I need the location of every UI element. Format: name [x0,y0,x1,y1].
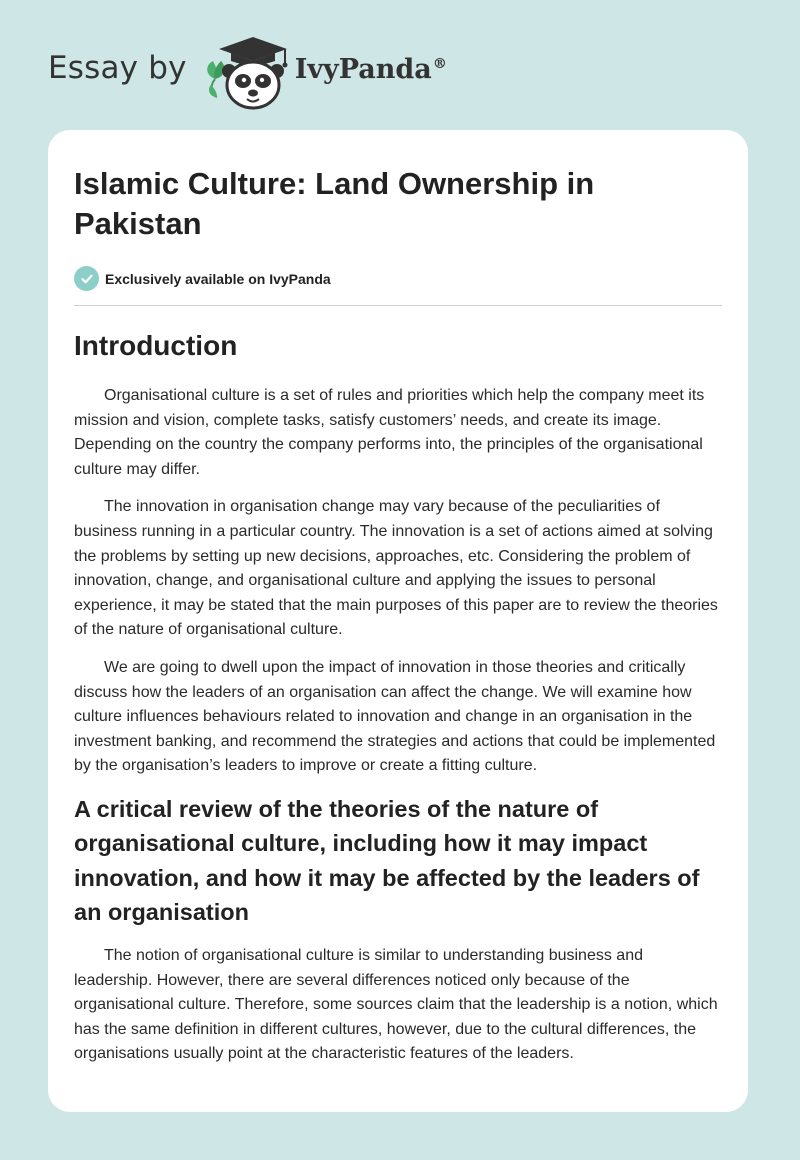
check-icon [74,266,99,291]
brand-name[interactable] [295,54,447,85]
article-card [48,130,748,1112]
site-header [48,30,447,112]
paragraph: The innovation in organisation change may vary because of the peculiarities of business running in a particular country. The innovation is a set of actions aimed at solving the problems by setting up new decisions, approaches, etc. Considering the problem of innovation, change, and organisational culture and applying the issues to personal experience, it may be stated that the main purposes of this paper are to review the theories of the nature of organisational culture. [74,498,718,639]
section-heading-introduction: Introduction [74,330,238,361]
exclusive-badge [74,266,722,291]
leaf-icon [207,61,224,97]
brand-text: IvyPanda [294,53,432,85]
essay-by-label: Essay by [48,50,187,86]
paragraph: Organisational culture is a set of rules and priorities which help the company meet its mission and vision, complete tasks, satisfy customers’ needs, and create its image. Depending on the country the company performs into, the principles of the organisational culture may differ. [74,387,705,478]
divider [74,305,722,306]
paragraph: The notion of organisational culture is similar to understanding business and leadership. However, there are several differences noticed only because of the organisational culture. Therefore, some sources claim that the leadership is a notion, which has the same definition in different cultures, however, due to the cultural differences, the organisations usually point at the characteristic features of the leaders. [74,946,718,1063]
paragraph: We are going to dwell upon the impact of innovation in those theories and critically discuss how the leaders of an organisation can affect the change. We will examine how culture influences behaviours related to innovation and change in an organisation in the investment banking, and recommend the strategies and actions that could be implemented by the organisation’s leaders to improve or create a fitting culture. [74,658,716,775]
exclusive-text: Exclusively available on IvyPanda [105,270,331,287]
panda-logo-icon[interactable] [201,31,293,111]
article-title: Islamic Culture: Land Ownership in Pakistan [74,166,595,241]
registered-mark: ® [432,55,447,72]
section-heading-critical-review: A critical review of the theories of the nature of organisational culture, including how it may impact innovation, and how it may be affected by the leaders of an organisation [74,795,700,926]
